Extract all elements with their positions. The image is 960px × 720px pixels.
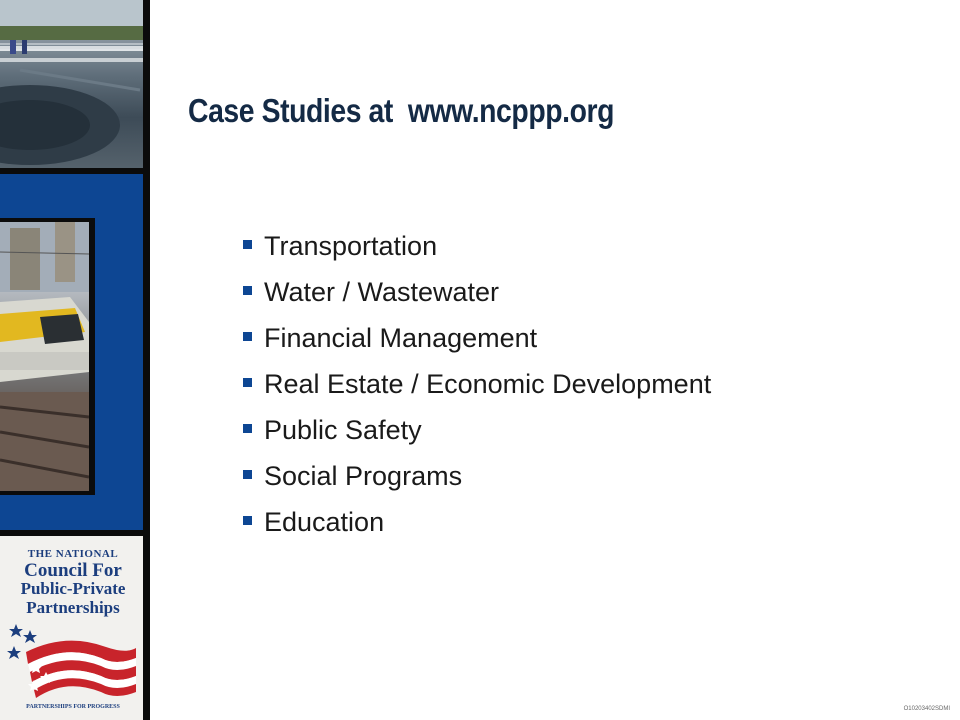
list-item-text: Real Estate / Economic Development bbox=[264, 369, 712, 399]
footer-code: O10203402SDMI bbox=[903, 706, 950, 712]
flag-stars-icon bbox=[6, 622, 138, 700]
ncppp-logo bbox=[0, 536, 143, 720]
list-item bbox=[243, 272, 711, 318]
square-bullet-icon bbox=[243, 286, 252, 295]
square-bullet-icon bbox=[243, 378, 252, 387]
logo-line-2: Council For bbox=[24, 560, 122, 581]
list-item-text: Public Safety bbox=[264, 415, 422, 445]
list-item-text: Education bbox=[264, 507, 385, 537]
sidebar-border bbox=[143, 0, 150, 720]
list-item-text: Social Programs bbox=[264, 461, 463, 491]
logo-line-4: Partnerships bbox=[26, 598, 120, 617]
left-sidebar bbox=[0, 0, 150, 720]
logo-line-3: Public-Private bbox=[20, 579, 126, 598]
light-rail-train-photo bbox=[0, 218, 95, 495]
square-bullet-icon bbox=[243, 424, 252, 433]
square-bullet-icon bbox=[243, 516, 252, 525]
list-item-text: Financial Management bbox=[264, 323, 538, 353]
logo-tagline: PARTNERSHIPS FOR PROGRESS bbox=[26, 704, 120, 710]
list-item bbox=[243, 456, 711, 502]
square-bullet-icon bbox=[243, 240, 252, 249]
list-item bbox=[243, 502, 711, 548]
water-treatment-photo bbox=[0, 0, 143, 168]
list-item-text: Water / Wastewater bbox=[264, 277, 500, 307]
list-item bbox=[243, 318, 711, 364]
list-item-text: Transportation bbox=[264, 231, 438, 261]
list-item bbox=[243, 364, 711, 410]
square-bullet-icon bbox=[243, 332, 252, 341]
list-item bbox=[243, 226, 711, 272]
square-bullet-icon bbox=[243, 470, 252, 479]
bullet-list bbox=[243, 226, 711, 548]
slide-title: Case Studies at www.ncppp.org bbox=[188, 92, 615, 129]
logo-line-1: THE NATIONAL bbox=[27, 548, 119, 560]
list-item bbox=[243, 410, 711, 456]
